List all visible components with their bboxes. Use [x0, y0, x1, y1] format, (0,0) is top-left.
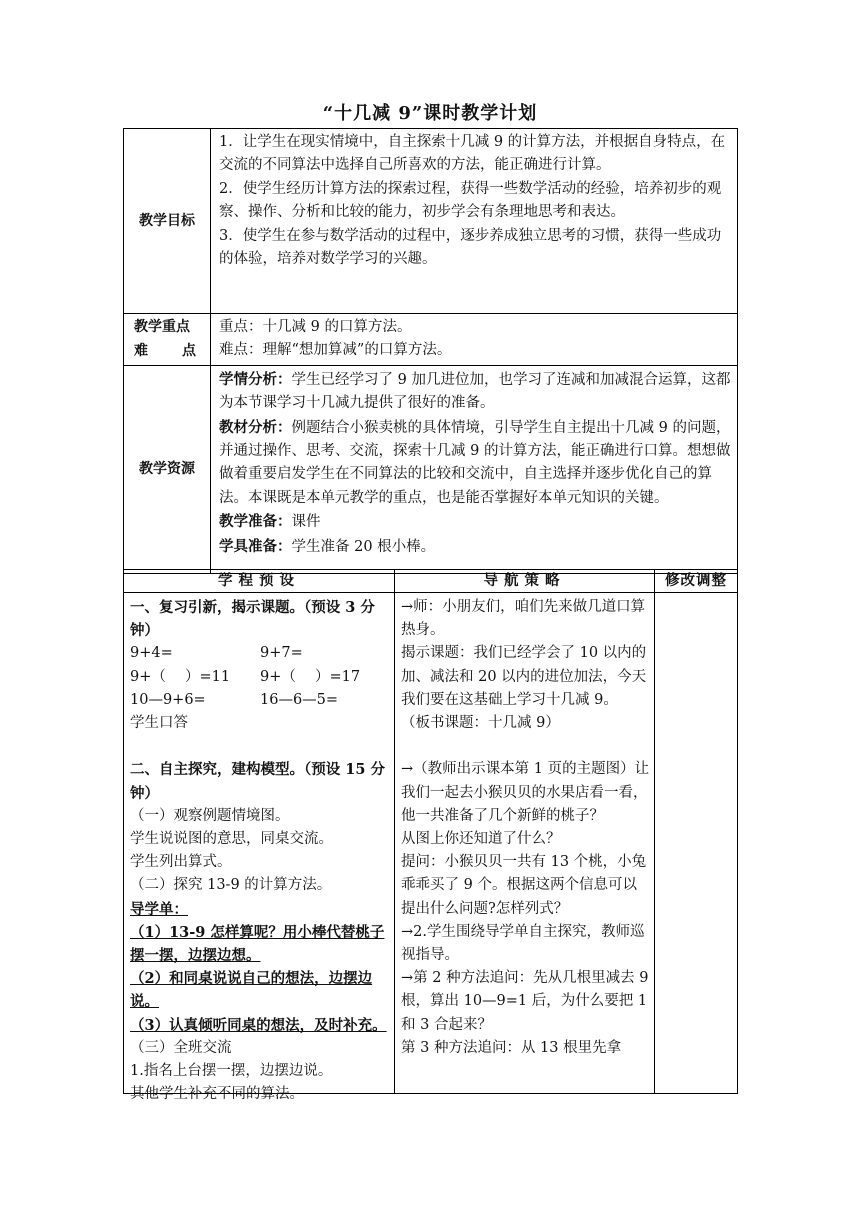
process-text: （一）观察例题情境图。 [130, 807, 290, 824]
teacher-prep-text: 课件 [291, 514, 321, 531]
section-title: 二、自主探究，建构模型。（预设 15 分钟） [130, 761, 386, 802]
difficulty-text: 难点：理解“想加算减”的口算方法。 [219, 342, 452, 359]
process-text: 其他学生补充不同的算法。 [130, 1086, 304, 1103]
review-question: 9+（ ）=17 [260, 668, 361, 685]
objective-item: 3．使学生在参与数学活动的过程中，逐步养成独立思考的习惯，获得一些成功的体验，培养对数学学习的兴趣。 [219, 227, 722, 268]
strategy-text: （板书课题：十几减 9） [401, 715, 560, 732]
key-points-label [124, 314, 211, 366]
section-title: 一、复习引新，揭示课题。（预设 3 分钟） [130, 599, 375, 640]
review-question: 16—6—5= [260, 691, 339, 708]
objective-item: 2．使学生经历计算方法的探索过程，获得一些数学活动的经验，培养初步的观察、操作、分析和比较的能力，初步学会有条理地思考和表达。 [219, 180, 722, 221]
difficulty-label-b: 点 [182, 343, 196, 360]
guide-sheet-item: （3）认真倾听同桌的想法，及时补充。 [130, 1016, 387, 1034]
column-header-adjust: 修改调整 [655, 570, 738, 593]
resources-content [211, 365, 738, 573]
process-text: （三）全班交流 [130, 1039, 232, 1056]
adjust-column [655, 593, 738, 1094]
process-text: 1.指名上台摆一摆，边摆边说。 [130, 1063, 333, 1080]
process-column [124, 593, 394, 1103]
process-text: 学生说说图的意思，同桌交流。 [130, 831, 333, 848]
objectives-content [211, 129, 738, 314]
process-text: 学生口答 [130, 715, 188, 732]
difficulty-label-a: 难 [134, 343, 148, 360]
strategy-text: 第 3 种方法追问：从 13 根里先拿 [401, 1039, 622, 1056]
student-prep-text: 学生准备 20 根小棒。 [291, 538, 436, 555]
strategy-text: →2.学生围绕导学单自主探究，教师巡视指导。 [401, 923, 645, 964]
review-question: 9+4= [130, 645, 173, 662]
strategy-text: 揭示课题：我们已经学会了 10 以内的加、减法和 20 以内的进位加法，今天我们要在这基础上学习十几减 9。 [401, 645, 647, 708]
strategy-text: →第 2 种方法追问：先从几根里减去 9 根，算出 10—9=1 后，为什么要把 1 和 3 合起来？ [401, 970, 649, 1033]
student-analysis-label: 学情分析： [219, 370, 292, 388]
plan-header-table [123, 128, 738, 574]
key-point-text: 重点：十几减 9 的口算方法。 [219, 319, 412, 335]
student-prep-label: 学具准备： [219, 537, 292, 555]
review-question: 10—9+6= [130, 691, 206, 708]
material-analysis-label: 教材分析： [219, 418, 292, 436]
guide-sheet-title: 导学单： [130, 900, 188, 918]
strategy-text: 提问：小猴贝贝一共有 13 个桃，小兔乖乖买了 9 个。根据这两个信息可以提出什么问题?怎样列式？ [401, 854, 647, 917]
guide-sheet-item: （2）和同桌说说自己的想法，边摆边说。 [130, 970, 373, 1011]
process-text: 学生列出算式。 [130, 854, 232, 871]
page-title: “十几减 9”课时教学计划 [322, 103, 538, 124]
process-text: （二）探究 13-9 的计算方法。 [130, 877, 332, 894]
lesson-process-table [123, 569, 738, 1103]
strategy-text: →（教师出示课本第 1 页的主题图）让我们一起去小猴贝贝的水果店看一看，他一共准备了几个新鲜的桃子？ [401, 761, 650, 824]
resources-label: 教学资源 [124, 365, 211, 573]
review-question: 9+（ ）=11 [130, 668, 231, 685]
review-question: 9+7= [260, 645, 303, 662]
objectives-label: 教学目标 [124, 129, 211, 314]
column-header-strategy: 导航策略 [395, 570, 655, 593]
strategy-column [395, 593, 654, 1093]
student-analysis-text: 学生已经学习了 9 加几进位加，也学习了连减和加减混合运算，这都为本节课学习十几减九提供了很好的准备。 [219, 371, 731, 412]
column-header-process: 学程预设 [124, 570, 395, 593]
teacher-prep-label: 教学准备： [219, 513, 292, 531]
strategy-text: 从图上你还知道了什么？ [401, 831, 561, 848]
guide-sheet-item: （1）13-9 怎样算呢？用小棒代替桃子摆一摆，边摆边想。 [130, 923, 385, 965]
material-analysis-text: 例题结合小猴卖桃的具体情境，引导学生自主提出十几减 9 的问题，并通过操作、思考、交流，探索十几减 9 的计算方法，能正确进行口算。想想做做着重要启发学生在不同算法的比较和交流中，自主选择并逐步优化自己的算法。本课既是本单元教学的重点，也是能否掌握好本单元知识的关键。 [219, 419, 731, 506]
objective-item: 1．让学生在现实情境中，自主探索十几减 9 的计算方法，并根据自身特点，在交流的不同算法中选择自己所喜欢的方法，能正确进行计算。 [219, 134, 726, 174]
strategy-text: →师：小朋友们，咱们先来做几道口算热身。 [401, 599, 646, 639]
key-label: 教学重点 [134, 319, 190, 336]
key-points-content [211, 314, 738, 366]
